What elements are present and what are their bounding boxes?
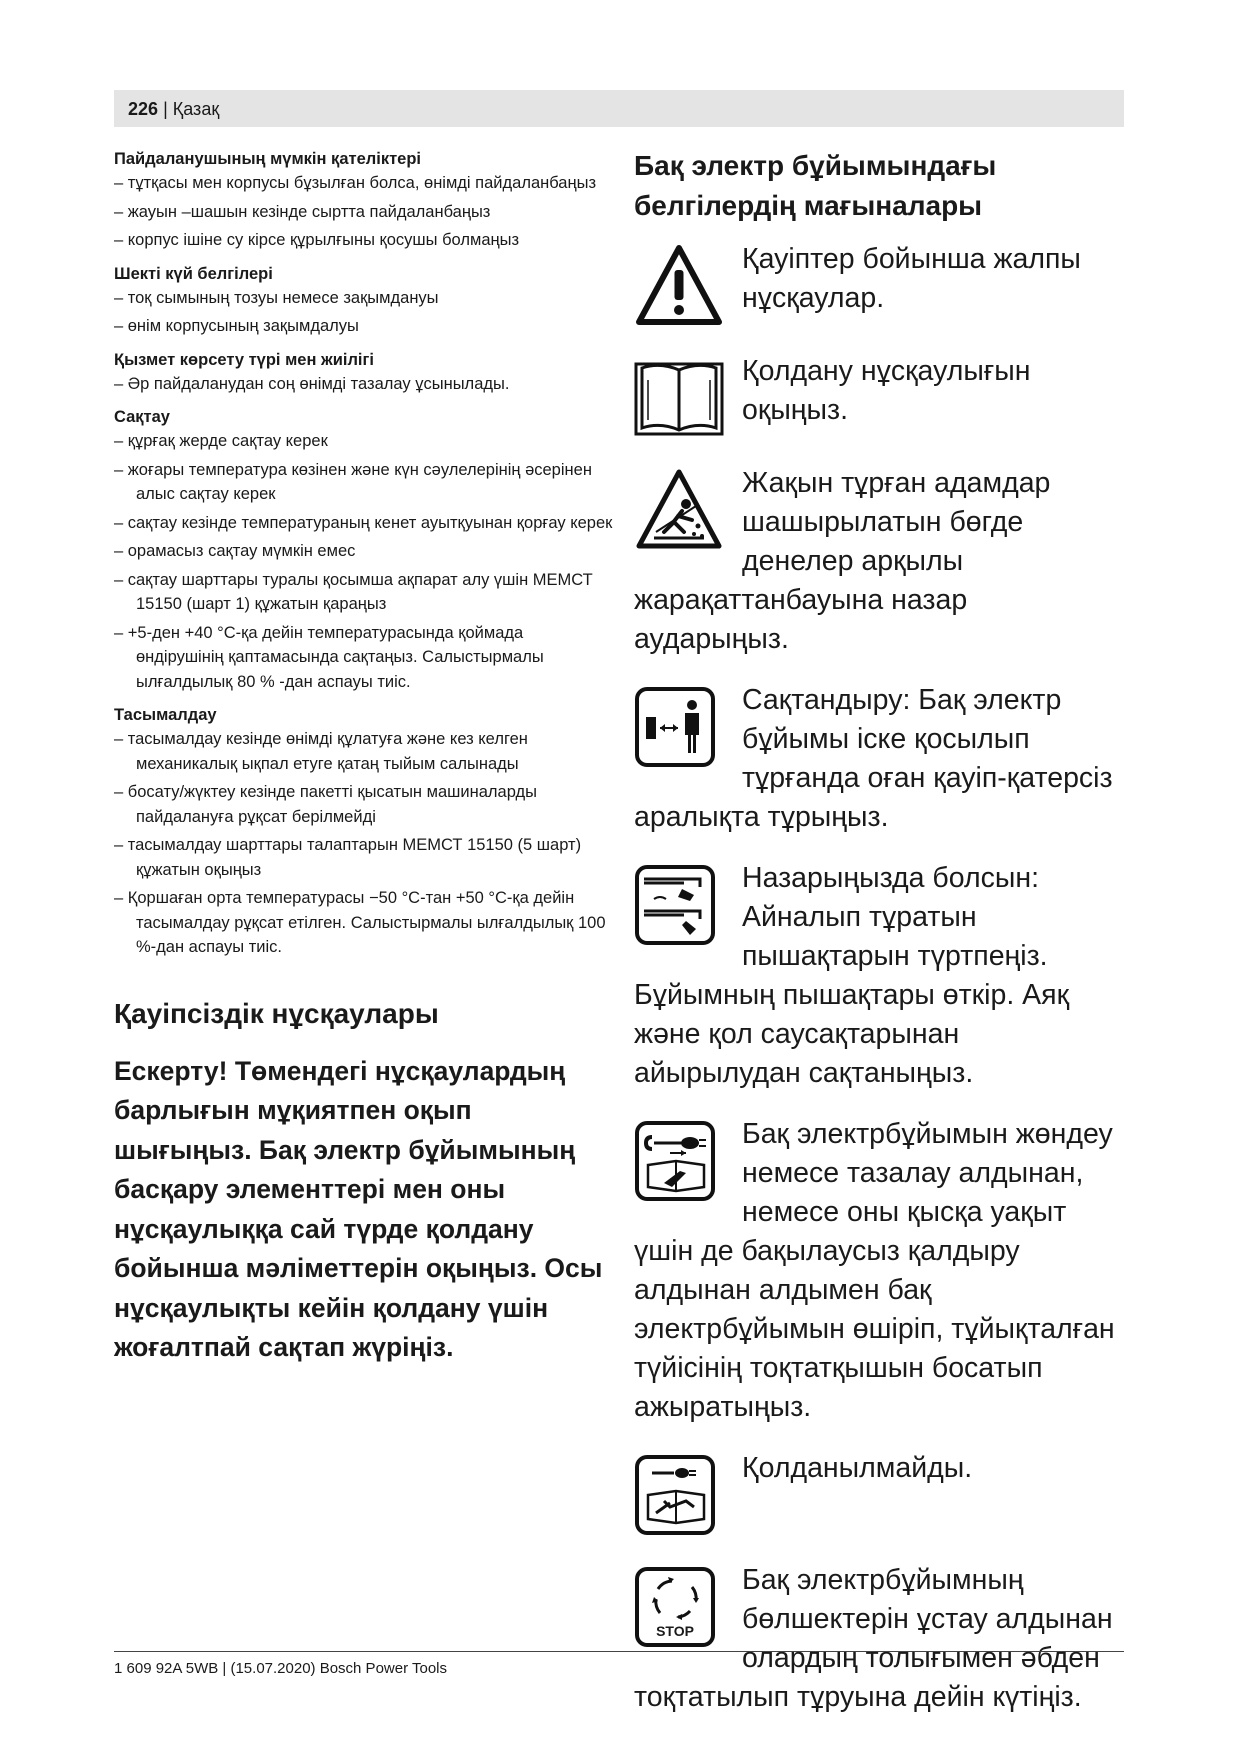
section-transport [114,704,614,960]
symbol-text: Бақ электрбұйымын жөндеу немесе тазалау алдынан, немесе оны қысқа уақыт үшін де бақылаусыз қалдыру алдынан алдымен бақ электрбұйымын өшіріп, тұйықталған түйісінің тоқтатқышын босатып ажыратыңыз. [634,1118,1115,1423]
warning-triangle-icon [634,242,724,330]
section-title: Қызмет көрсету түрі мен жиілігі [114,350,374,369]
symbols-heading: Бақ электр бұйымындағы белгілердің мағыналары [634,150,997,221]
list-item: – сақтау шарттары туралы қосымша ақпарат алу үшін МЕМСТ 15150 (шарт 1) құжатын қараңыз [114,570,593,613]
stop-label: STOP [656,1623,694,1639]
list-item: – тасымалдау шарттары талаптарын МЕМСТ 15150 (5 шарт) құжатын оқыңыз [114,836,582,879]
header-bar [114,90,1124,127]
list-item: – Әр пайдаланудан соң өнімді тазалау ұсынылады. [114,374,510,393]
section-title: Сақтау [114,408,170,426]
unplug-manual-icon [634,1117,724,1205]
symbol-row [634,859,1124,1093]
symbol-text: Сақтандыру: Бақ электр бұйымы іске қосылып тұрғанда оған қауіп-қатерсіз аралықта тұрыңыз. [634,684,1113,833]
open-manual-icon [634,354,724,442]
flying-debris-icon [634,466,724,554]
list-item: – тасымалдау кезінде өнімді құлатуға және кез келген механикалық ықпал етуге қатаң тыйым салынады [114,730,528,773]
section-title: Шекті күй белгілері [114,264,273,283]
header-separator: | [163,99,168,119]
section-limit-states [114,263,614,339]
list-item: – тұтқасы мен корпусы бұзылған болса, өнімді пайдаланбаңыз [114,174,597,192]
rotating-blades-icon [634,861,724,949]
symbol-row [634,464,1124,659]
symbol-text: Назарыңызда болсын: Айналып тұратын пышақтарын түртпеңіз. Бұйымның пышақтары өткір. Аяқ және қол саусақтарынан айырылудан сақтаныңыз. [634,862,1070,1089]
stop-rotation-icon [634,1563,724,1651]
safety-instructions-heading: Қауіпсіздік нұсқаулары [114,997,439,1029]
list-item: – жоғары температура көзінен және күн сәулелерінің әсерінен алыс сақтау керек [114,460,592,503]
symbol-row [634,1561,1124,1717]
symbol-text: Бақ электрбұйымның бөлшектерін ұстау алдынан олардың толығымен әбден тоқтатылып тұруына дейін күтіңіз. [634,1564,1113,1713]
symbol-text: Қолдану нұсқаулығын оқыңыз. [742,355,1031,426]
symbol-text: Қолданылмайды. [742,1452,973,1484]
list-item: – босату/жүктеу кезінде пакетті қысатын машиналарды пайдалануға рұқсат берілмейді [114,783,537,826]
symbol-row [634,1449,1124,1539]
page-header [128,97,219,121]
section-service [114,349,614,397]
warning-paragraph: Ескерту! Төмендегі нұсқаулардың барлығын мұқиятпен оқып шығыңыз. Бақ электр бұйымының басқару элементтері мен оны нұсқаулыққа сай түрде қолдану бойынша мәліметтерін оқыңыз. Осы нұсқаулықты кейін қолдану үшін жоғалтпай сақтап жүріңіз. [114,1055,603,1362]
list-item: – құрғақ жерде сақтау керек [114,432,328,450]
left-column [114,148,614,1368]
footer: 1 609 92A 5WB | (15.07.2020) Bosch Power Tools [114,1660,447,1677]
list-item: – +5-ден +40 °C-қа дейін температурасында қоймада өндірушінің қаптамасында сақтаңыз. Салыстырмалы ылғалдылық 80 % -дан аспауы тиіс. [114,623,544,691]
symbol-row [634,1115,1124,1427]
symbol-row [634,681,1124,837]
not-applicable-icon [634,1451,724,1539]
symbol-text: Жақын тұрған адамдар шашырылатын бөгде денелер арқылы жарақаттанбауына назар аударыңыз. [634,467,1051,655]
list-item: – тоқ сымының тозуы немесе зақымдануы [114,288,439,307]
list-item: – өнім корпусының зақымдалуы [114,317,359,335]
footer-divider [114,1651,1124,1652]
list-item: – орамасыз сақтау мүмкін емес [114,542,356,560]
safe-distance-icon [634,683,724,771]
section-user-errors [114,148,614,253]
section-title: Пайдаланушының мүмкін қателіктері [114,150,421,168]
symbol-row [634,352,1124,442]
section-storage [114,406,614,694]
symbol-row [634,240,1124,330]
page-number: 226 [128,99,159,119]
list-item: – жауын –шашын кезінде сыртта пайдаланбаңыз [114,202,491,221]
symbol-text: Қауіптер бойынша жалпы нұсқаулар. [742,243,1081,314]
list-item: – корпус ішіне су кірсе құрылғыны қосушы болмаңыз [114,231,520,249]
section-title: Тасымалдау [114,706,217,724]
list-item: – сақтау кезінде температураның кенет ауытқуынан қорғау керек [114,513,613,532]
right-column [634,146,1124,1739]
header-language: Қазақ [172,99,220,119]
list-item: – Қоршаған орта температурасы −50 °C-тан +50 °C-қа дейін тасымалдау рұқсат етілген. Салыстырмалы ылғалдылық 100 %-дан аспауы тиіс. [114,889,606,956]
